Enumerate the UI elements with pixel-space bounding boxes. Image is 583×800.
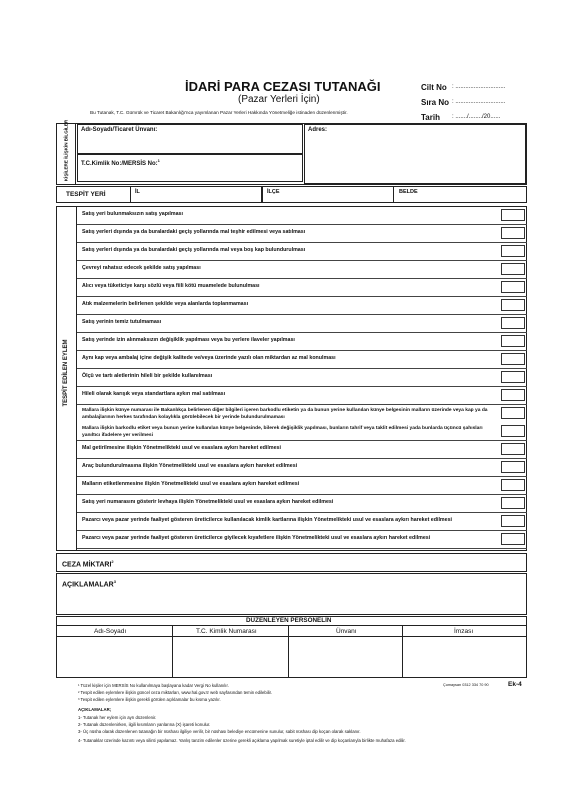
address-label: Adres: xyxy=(308,127,328,133)
footnote-3: ³ Tespit edilen eylemlere ilişkin gerekli görülen açıklamalar bu kısma yazılır. xyxy=(78,697,221,702)
action-checkbox[interactable] xyxy=(501,425,525,437)
persons-side-label: KİŞİLERE İLİŞKİN BİLGİLER xyxy=(63,119,69,182)
action-checkbox[interactable] xyxy=(501,299,525,311)
action-checkbox[interactable] xyxy=(501,479,525,491)
tespit-yeri-label: TESPİT YERİ xyxy=(66,191,106,198)
action-label: Mal getirilmesine ilişkin Yönetmelikteki usul ve esaslara aykırı hareket edilmesi xyxy=(82,445,281,451)
notes-sup: 3 xyxy=(113,579,116,584)
staff-header-divider xyxy=(56,636,527,637)
action-row xyxy=(77,333,527,351)
form-title: İDARİ PARA CEZASI TUTANAĞI xyxy=(185,79,381,94)
action-checkbox[interactable] xyxy=(501,263,525,275)
action-label: Hileli olarak karışık veya standartlara aykırı mal satılması xyxy=(82,391,226,397)
action-row xyxy=(77,207,527,225)
action-label: Satış yeri bulunmaksızın satış yapılması xyxy=(82,211,183,217)
action-row xyxy=(77,261,527,279)
penalty-label-text: CEZA MİKTARI xyxy=(62,561,112,569)
action-label: Satış yerinde izin alınmaksızın değişiklik yapılması veya bu yerlere ilaveler yapılması xyxy=(82,337,295,343)
action-label: Aynı kap veya ambalaj içine değişik kalitede ve/veya üzerinde yazılı olan miktardan az mal konulması xyxy=(82,355,336,361)
action-checkbox[interactable] xyxy=(501,317,525,329)
action-checkbox[interactable] xyxy=(501,245,525,257)
action-checkbox[interactable] xyxy=(501,209,525,221)
action-label: Satış yerleri dışında ya da buralardaki geçiş yollarında mal veya boş kap bulundurulması xyxy=(82,247,306,253)
note-3: 3- Üç nüsha olarak düzenlenen tutanağın bir nüshası ilgiliye verilir, bir nüshası belediye encümenine sunulur, sabit nüshası dip koçan olarak saklanır. xyxy=(78,729,361,734)
action-row xyxy=(77,351,527,369)
notes-label xyxy=(62,579,116,588)
action-checkbox[interactable] xyxy=(501,533,525,545)
tc-label-text: T.C.Kimlik No:/MERSİS No: xyxy=(81,161,158,167)
action-checkbox[interactable] xyxy=(501,443,525,455)
form-subtitle: (Pazar Yerleri İçin) xyxy=(238,94,320,105)
actions-side-label: TESPİT EDİLEN EYLEM xyxy=(63,339,69,407)
footnote-2: ² Tespit edilen eylemlere ilişkin güncel ceza miktarları, www.hal.gov.tr web sayfasından temin edilebilir. xyxy=(78,690,273,695)
action-label: Satış yerleri dışında ya da buralardaki geçiş yollarında mal teşhir edilmesi veya satılması xyxy=(82,229,306,235)
staff-title-divider xyxy=(56,625,527,626)
action-checkbox[interactable] xyxy=(501,353,525,365)
action-label: Alıcı veya tüketiciye karşı sözlü veya fiili kötü muamelede bulunulması xyxy=(82,283,260,289)
cilt-label: Cilt No xyxy=(421,83,447,92)
action-row xyxy=(77,495,527,513)
notes-title: AÇIKLAMALAR; xyxy=(78,707,112,712)
action-row xyxy=(77,225,527,243)
belde-label: BELDE xyxy=(399,189,418,195)
staff-col-tc: T.C. Kimlik Numarası xyxy=(196,628,257,635)
address-field[interactable] xyxy=(304,124,526,184)
staff-title: DÜZENLEYEN PERSONELİN xyxy=(246,617,332,624)
staff-col-sign: İmzası xyxy=(454,628,474,635)
ilce-field[interactable] xyxy=(262,186,394,203)
staff-col-divider-3 xyxy=(402,625,403,678)
action-label: Satış yeri numarasını gösterir levhaya ilişkin Yönetmelikteki usul ve esaslara aykırı hareket edilmesi xyxy=(82,499,334,505)
action-label: Satış yerinin temiz tutulmaması xyxy=(82,319,162,325)
footnote-1: ¹ Tüzel kişiler için MERSİS No kullanılmaya başlayana kadar Vergi No kullanılır. xyxy=(78,683,229,688)
action-checkbox[interactable] xyxy=(501,227,525,239)
penalty-sup: 2 xyxy=(111,559,114,564)
notes-label-text: AÇIKLAMALAR xyxy=(62,581,114,589)
action-row xyxy=(77,441,527,459)
action-label: Çevreyi rahatsız edecek şekilde satış yapılması xyxy=(82,265,201,271)
action-row xyxy=(77,531,527,549)
penalty-label xyxy=(62,559,114,568)
action-row xyxy=(77,477,527,495)
name-label: Adı-Soyadı/Ticaret Ünvanı: xyxy=(81,127,158,133)
tarih-value: : ......./......../20...... xyxy=(452,114,501,120)
staff-col-title: Ünvanı xyxy=(336,628,357,635)
action-row xyxy=(77,243,527,261)
action-row xyxy=(77,315,527,333)
action-row xyxy=(77,279,527,297)
action-checkbox[interactable] xyxy=(501,335,525,347)
action-label: Mallara ilişkin barkodlu etiket veya bunun yerine kullanılan künye belgesinde, bilerek değişiklik yapılması, bunların tahrif veya taklit edilmesi yada bunlarda üçüncü şahısları yanıltıcı ifadelere yer verilmesi xyxy=(82,426,483,438)
form-intro: Bu Tutanak, T.C. Gümrük ve Ticaret Bakanlığı'nca yayımlanan Pazar Yerleri Hakkında Yönetmeliğe istinaden düzenlenmiştir. xyxy=(90,110,348,115)
action-checkbox[interactable] xyxy=(501,407,525,419)
sira-label: Sıra No xyxy=(421,98,450,107)
action-checkbox[interactable] xyxy=(501,389,525,401)
penalty-field[interactable] xyxy=(56,553,527,572)
note-2: 2- Tutanak düzenlenirken, ilgili kısımların yanlarına (X) işareti konulur. xyxy=(78,722,211,727)
ilce-label: İLÇE xyxy=(267,189,280,195)
action-label: Mallara ilişkin künye numarası ile Bakanlıkça belirlenen diğer bilgileri içeren barkodlu etiketin ya da bunun yerine kullanılan künye belgesinin malların üzerinde veya kap ya da ambalajlarının herkes tarafından kolaylıkla görülebilecek bir yerinde bulundurulmaması xyxy=(82,408,488,420)
note-1: 1- Tutanak her eylem için ayrı düzenlenir. xyxy=(78,715,157,720)
sira-value: : .............................. xyxy=(452,99,506,105)
action-row xyxy=(77,297,527,315)
action-row xyxy=(77,513,527,531)
action-checkbox[interactable] xyxy=(501,461,525,473)
note-4: 4- Tutanaklar üzerinde kazıntı veya silinti yapılamaz. Yanlış tanzim edilenler üzerine gerekli açıklama yapılmak suretiyle iptal edilir ve dip koçanlarıyla birlikte muhafaza edilir. xyxy=(78,738,406,743)
action-checkbox[interactable] xyxy=(501,371,525,383)
il-label: İL xyxy=(135,189,140,195)
staff-col-name: Adı-Soyadı xyxy=(94,628,127,635)
il-field[interactable] xyxy=(130,186,262,203)
action-label: Ölçü ve tartı aletlerinin hileli bir şekilde kullanılması xyxy=(82,373,213,379)
action-row xyxy=(77,459,527,477)
action-row xyxy=(77,369,527,387)
action-label: Malların etiketlenmesine ilişkin Yönetmelikteki usul ve esaslara aykırı hareket edilmesi xyxy=(82,481,300,487)
notes-field[interactable] xyxy=(56,573,527,615)
action-row xyxy=(77,387,527,405)
action-checkbox[interactable] xyxy=(501,281,525,293)
staff-col-divider-1 xyxy=(172,625,173,678)
printer-info: Çumaysan 0312 334 70 90 xyxy=(443,683,489,687)
action-checkbox[interactable] xyxy=(501,515,525,527)
staff-col-divider-2 xyxy=(288,625,289,678)
tarih-label: Tarih xyxy=(421,113,440,122)
action-label: Pazarcı veya pazar yerinde faaliyet gösteren üreticilerce kullanılacak kimlik kartlarına ilişkin Yönetmelikteki usul ve esaslara aykırı hareket edilmesi xyxy=(82,517,452,523)
action-label: Pazarcı veya pazar yerinde faaliyet gösteren üreticilerce giyilecek kıyafetlere ilişkin Yönetmelikteki usul ve esaslara aykırı hareket edilmesi xyxy=(82,535,431,541)
action-label: Atık malzemelerin belirlenen şekilde veya alanlarda toplanmaması xyxy=(82,301,249,307)
action-label: Araç bulundurulmasına ilişkin Yönetmelikteki usul ve esaslara aykırı hareket edilmesi xyxy=(82,463,298,469)
ek-label: Ek-4 xyxy=(508,681,522,688)
action-checkbox[interactable] xyxy=(501,497,525,509)
tc-label xyxy=(81,158,160,167)
tc-sup: 1 xyxy=(157,158,160,163)
cilt-value: : .............................. xyxy=(452,84,506,90)
